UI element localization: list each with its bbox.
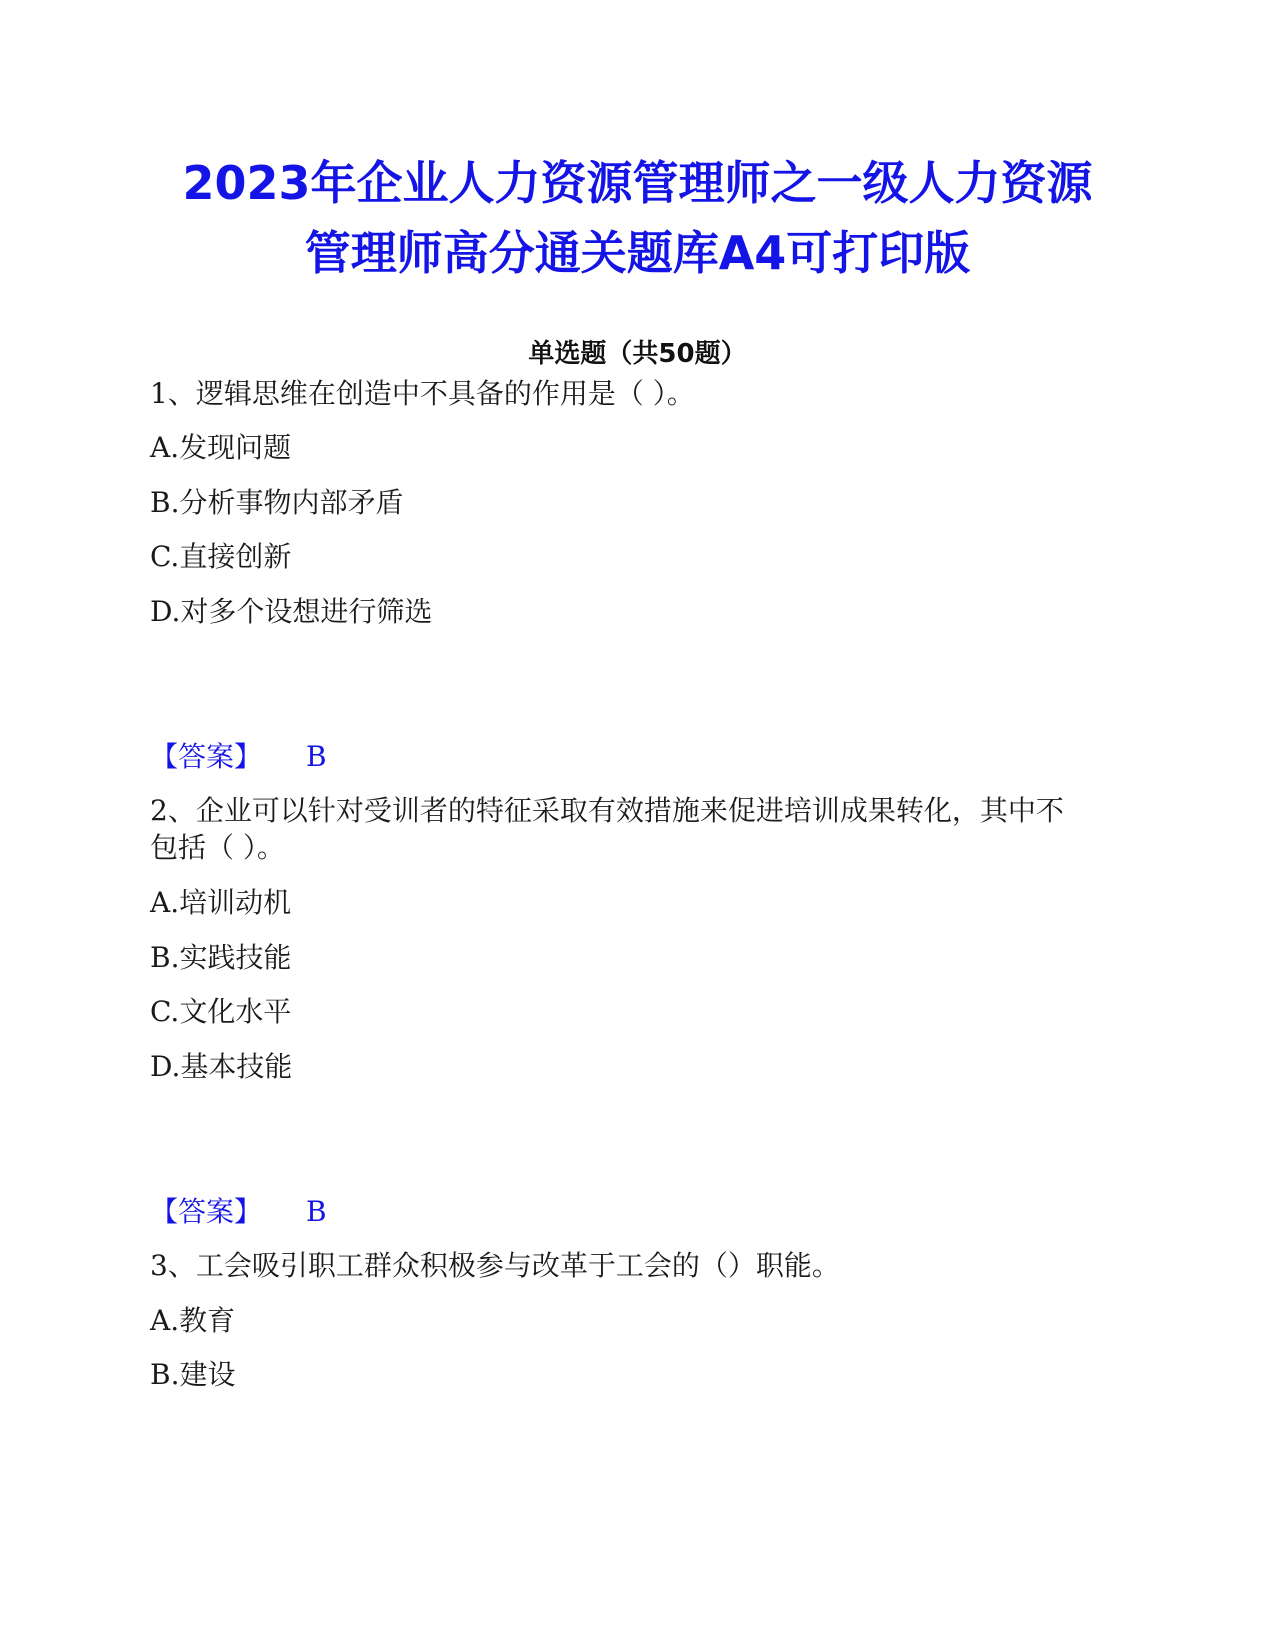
question-2-option-a: A.培训动机 — [150, 886, 292, 919]
question-2-answer — [150, 1194, 327, 1230]
question-3-option-a: A.教育 — [150, 1304, 236, 1337]
answer-label: 【答案】 — [150, 1195, 263, 1228]
question-2-stem-line-1: 2、企业可以针对受训者的特征采取有效措施来促进培训成果转化，其中不 — [150, 794, 1064, 827]
question-2-option-c: C.文化水平 — [150, 995, 292, 1028]
question-2-option-d: D.基本技能 — [150, 1050, 293, 1083]
question-2-option-b: B.实践技能 — [150, 941, 292, 974]
question-1-stem: 1、逻辑思维在创造中不具备的作用是（ ）。 — [150, 377, 695, 410]
answer-value: B — [306, 1195, 327, 1228]
question-2-stem-line-2: 包括（ ）。 — [150, 831, 285, 864]
question-3-stem: 3、工会吸引职工群众积极参与改革于工会的（）职能。 — [150, 1249, 840, 1282]
section-heading: 单选题（共50题） — [528, 339, 747, 369]
answer-value: B — [306, 740, 327, 773]
answer-label: 【答案】 — [150, 740, 263, 773]
question-3-option-b: B.建设 — [150, 1358, 236, 1391]
question-1-option-b: B.分析事物内部矛盾 — [150, 486, 404, 519]
question-1-answer — [150, 739, 327, 775]
document-title-line-1: 2023年企业人力资源管理师之一级人力资源 — [182, 156, 1093, 210]
document-title-line-2: 管理师高分通关题库A4可打印版 — [304, 226, 971, 280]
question-1-option-c: C.直接创新 — [150, 540, 292, 573]
question-1-option-d: D.对多个设想进行筛选 — [150, 595, 433, 628]
question-1-option-a: A.发现问题 — [150, 431, 292, 464]
